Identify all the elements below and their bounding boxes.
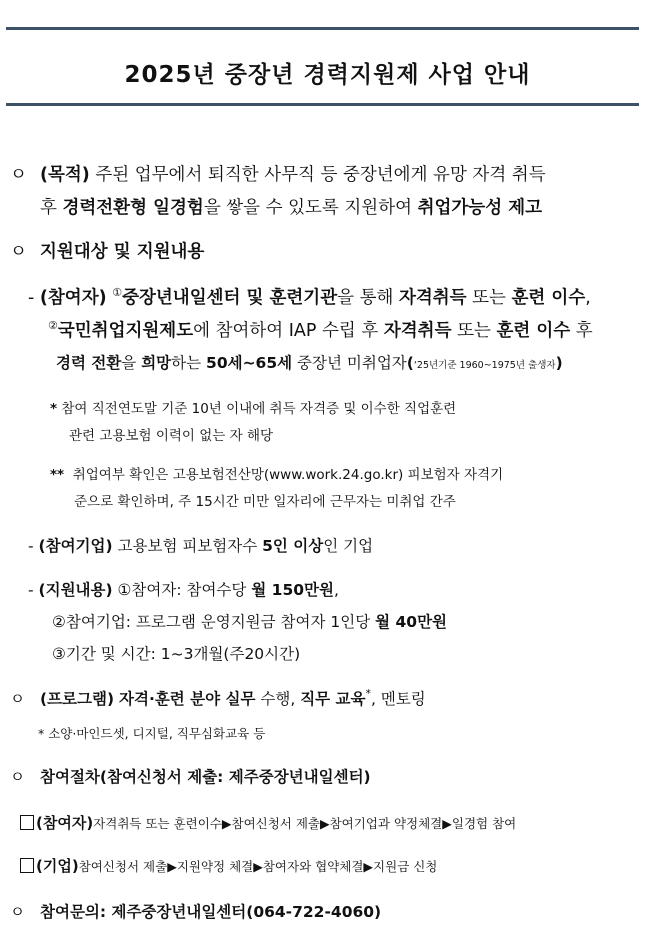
note1-text-2: 관련 고용보험 이력이 없는 자 해당 <box>69 428 274 444</box>
program-line <box>10 687 426 709</box>
purpose-bullet: ㅇ <box>10 165 27 185</box>
purpose-head: (목적) <box>40 165 90 185</box>
participant-l1a: 중장년내일센터 및 훈련기관 <box>122 288 338 308</box>
participant-num-1: ① <box>112 286 123 299</box>
program-t5: * <box>365 687 371 700</box>
participant-l3c: 희망 <box>141 354 172 372</box>
title-rule <box>6 103 639 106</box>
participant-line-1 <box>28 284 591 309</box>
program-note <box>38 724 265 742</box>
contact-head: 참여문의: 제주중장년내일센터(064-722-4060) <box>40 903 382 921</box>
participant-l3a: 경력 전환 <box>56 354 122 372</box>
company-line <box>28 534 373 556</box>
support-head: (지원내용) <box>38 581 113 599</box>
support-l2b: 월 40만원 <box>375 613 448 631</box>
participant-l3h: ‘25년기준 1960~1975년 출생자 <box>413 360 556 371</box>
participant-l3e: 50세~65세 <box>206 354 293 372</box>
participant-l2a: 국민취업지원제도 <box>57 321 194 341</box>
target-bullet: ㅇ <box>10 242 27 262</box>
participant-l1e: 훈련 이수 <box>511 288 586 308</box>
company-dash: - <box>28 537 34 555</box>
support-dash: - <box>28 581 34 599</box>
participant-l3i: ) <box>555 354 563 372</box>
target-head: 지원대상 및 지원내용 <box>40 242 205 262</box>
note2-text-2: 준으로 확인하며, 주 15시간 미만 일자리에 근무자는 미취업 간주 <box>74 494 456 510</box>
participant-l2e: 훈련 이수 <box>496 321 571 341</box>
procedure-p1-head: (참여자) <box>36 814 94 832</box>
procedure-p2-head: (기업) <box>36 857 79 875</box>
contact-bullet: ㅇ <box>10 903 25 921</box>
procedure-heading <box>10 765 371 787</box>
program-t6: , 멘토링 <box>371 690 426 708</box>
page-title: 2025년 중장년 경력지원제 사업 안내 <box>124 62 531 88</box>
support-line-3 <box>52 642 300 664</box>
checkbox-icon <box>20 858 34 873</box>
note2-mark: ** <box>50 467 65 483</box>
participant-l2f: 후 <box>570 321 593 341</box>
procedure-company <box>20 855 437 876</box>
purpose-text-1: 주된 업무에서 퇴직한 사무직 등 중장년에게 유망 자격 취득 <box>89 165 546 185</box>
contact-line <box>10 900 381 922</box>
participant-line-2 <box>48 317 593 342</box>
participant-l2d: 또는 <box>451 321 497 341</box>
purpose-line-2 <box>40 194 542 219</box>
program-bullet: ㅇ <box>10 690 25 708</box>
participant-l1f: , <box>585 288 591 308</box>
participant-dash: - <box>28 288 35 308</box>
participant-l3f: 중장년 미취업자 <box>292 354 407 372</box>
participant-l1d: 또는 <box>466 288 512 308</box>
company-head: (참여기업) <box>38 537 113 555</box>
support-l1c: , <box>333 581 339 599</box>
participant-l1b: 을 통해 <box>337 288 399 308</box>
top-rule <box>6 27 639 30</box>
program-t2: 자격·훈련 분야 실무 <box>119 690 256 708</box>
checkbox-icon <box>20 815 34 830</box>
procedure-head: 참여절차(참여신청서 제출: 제주중장년내일센터) <box>40 768 371 786</box>
program-t3: 수행, <box>255 690 301 708</box>
purpose-line-1 <box>10 161 546 186</box>
support-l3: ③기간 및 시간: 1~3개월(주20시간) <box>52 645 301 663</box>
support-line-2 <box>52 610 447 632</box>
procedure-participant <box>20 812 516 833</box>
participant-l3d: 하는 <box>171 354 207 372</box>
participant-l2c: 자격취득 <box>383 321 452 341</box>
program-t4: 직무 교육 <box>300 690 366 708</box>
program-head: (프로그램) <box>40 690 115 708</box>
participant-l2b: 에 참여하여 IAP 수립 후 <box>193 321 384 341</box>
participant-l1c: 자격취득 <box>398 288 467 308</box>
purpose-text-2c: 을 쌓을 수 있도록 지원하여 <box>203 198 418 218</box>
note2-line-2 <box>74 490 456 510</box>
participant-l3b: 을 <box>121 354 142 372</box>
company-text-2: 5인 이상 <box>262 537 324 555</box>
purpose-text-2a: 후 <box>40 198 63 218</box>
target-heading <box>10 238 204 263</box>
procedure-bullet: ㅇ <box>10 768 25 786</box>
participant-head: (참여자) <box>39 288 107 308</box>
procedure-p1-text: 자격취득 또는 훈련이수▶참여신청서 제출▶참여기업과 약정체결▶일경험 참여 <box>93 816 517 831</box>
support-line-1 <box>28 578 339 600</box>
purpose-text-2b: 경력전환형 일경험 <box>62 198 204 218</box>
purpose-text-2d: 취업가능성 제고 <box>417 198 543 218</box>
note1-mark: * <box>50 401 58 417</box>
support-l2a: ②참여기업: 프로그램 운영지원금 참여자 1인당 <box>52 613 376 631</box>
note1-line-1 <box>50 397 456 417</box>
participant-num-2: ② <box>48 319 58 332</box>
note1-line-2 <box>69 424 273 444</box>
company-text-1: 고용보험 피보험자수 <box>112 537 263 555</box>
note2-text-1: 취업여부 확인은 고용보험전산망(www.work.24.go.kr) 피보험자 자격기 <box>72 467 504 483</box>
program-note-text: * 소양·마인드셋, 디지털, 직무심화교육 등 <box>38 726 266 741</box>
note2-line-1 <box>50 463 503 483</box>
support-l1b: 월 150만원 <box>251 581 334 599</box>
company-text-3: 인 기업 <box>323 537 374 555</box>
support-l1a: ①참여자: 참여수당 <box>112 581 252 599</box>
participant-line-3 <box>56 351 563 373</box>
procedure-p2-text: 참여신청서 제출▶지원약정 체결▶참여자와 협약체결▶지원금 신청 <box>78 859 438 874</box>
note1-text-1: 참여 직전연도말 기준 10년 이내에 취득 자격증 및 이수한 직업훈련 <box>61 401 457 417</box>
participant-l3g: ( <box>406 354 414 372</box>
